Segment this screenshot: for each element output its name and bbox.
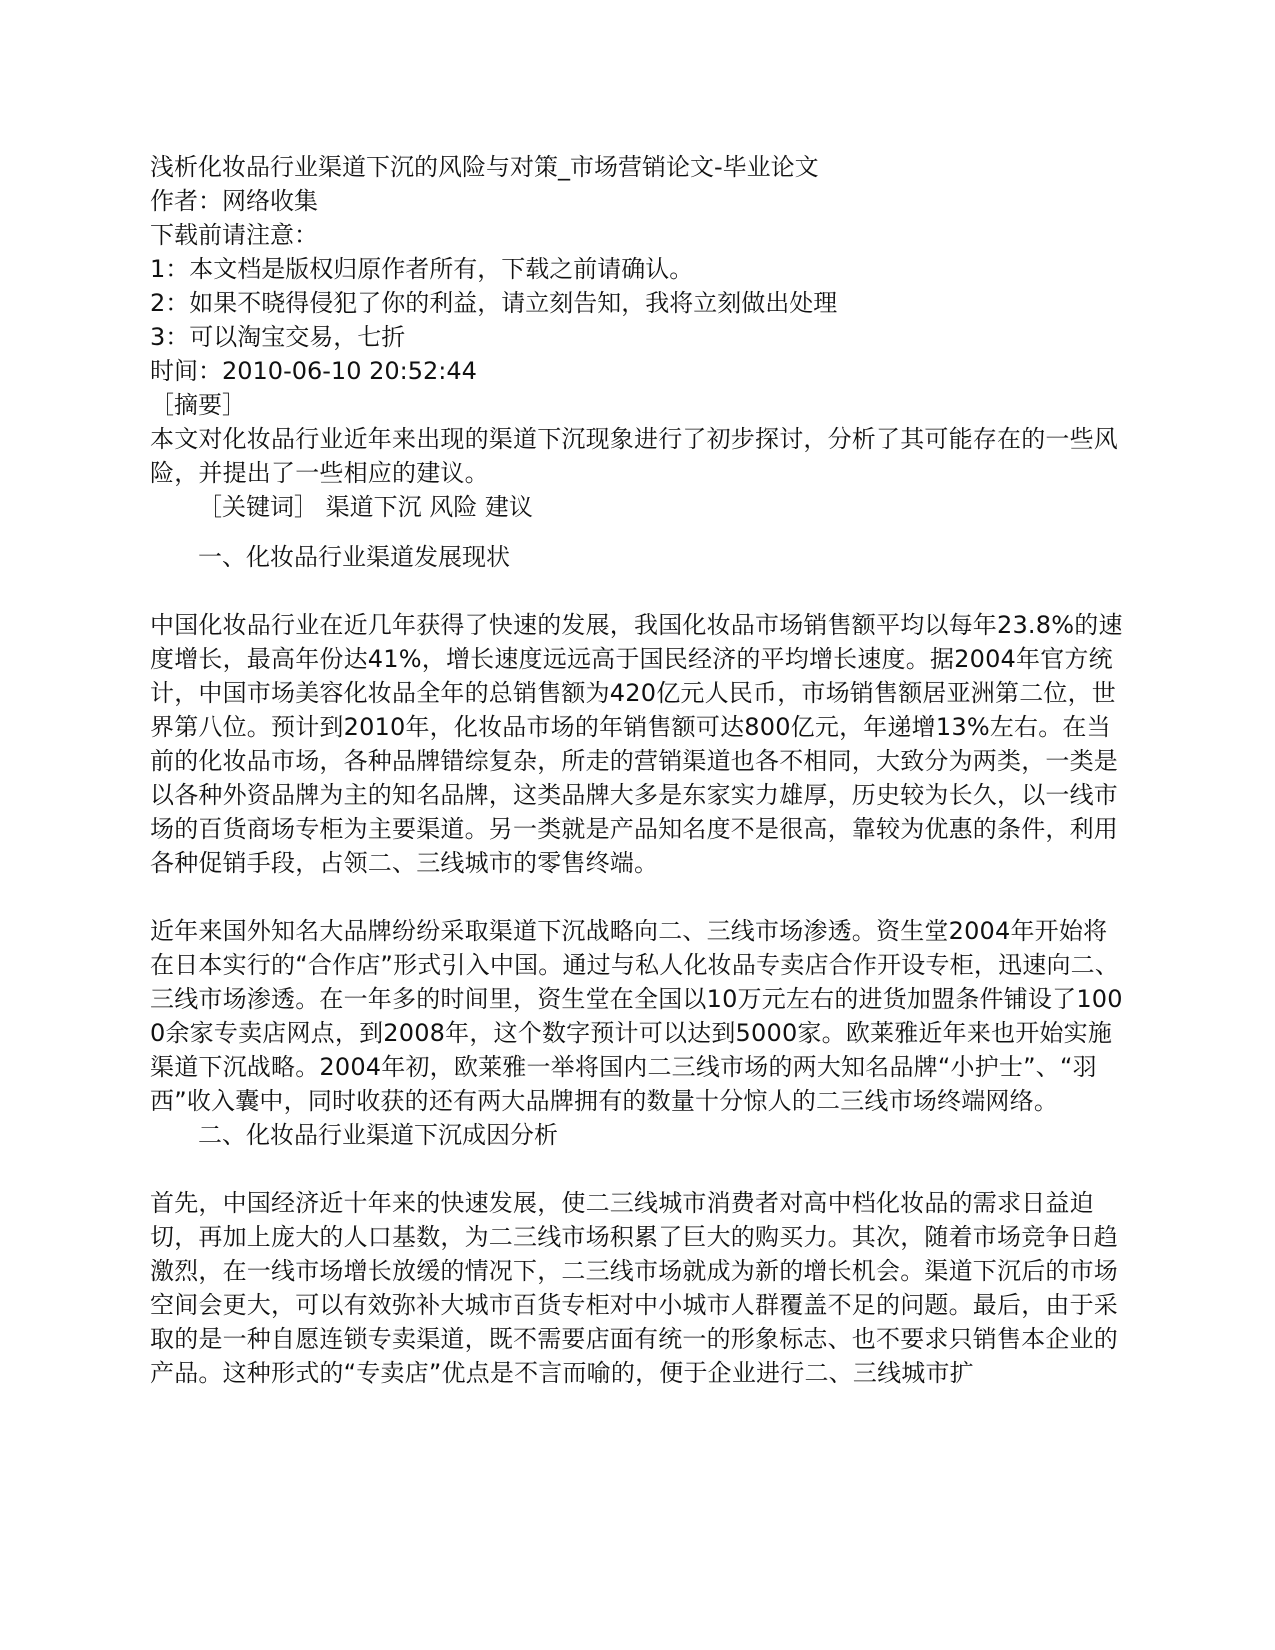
- section-2-paragraph-1: 首先，中国经济近十年来的快速发展，使二三线城市消费者对高中档化妆品的需求日益迫切，再加上庞大的人口基数，为二三线市场积累了巨大的购买力。其次，随着市场竞争日趋激烈，在一线市场增长放缓的情况下，二三线市场就成为新的增长机会。渠道下沉后的市场空间会更大，可以有效弥补大城市百货专柜对中小城市人群覆盖不足的问题。最后，由于采取的是一种自愿连锁专卖渠道，既不需要店面有统一的形象标志、也不要求只销售本企业的产品。这种形式的“专卖店”优点是不言而喻的，便于企业进行二、三线城市扩: [150, 1189, 1118, 1387]
- keywords: ［关键词］ 渠道下沉 风险 建议: [198, 493, 533, 521]
- section-1-paragraph-1: 中国化妆品行业在近几年获得了快速的发展，我国化妆品市场销售额平均以每年23.8%的速度增长，最高年份达41%，增长速度远远高于国民经济的平均增长速度。据2004年官方统计，中国市场美容化妆品全年的总销售额为420亿元人民币，市场销售额居亚洲第二位，世界第八位。预计到2010年，化妆品市场的年销售额可达800亿元，年递增13%左右。在当前的化妆品市场，各种品牌错综复杂，所走的营销渠道也各不相同，大致分为两类，一类是以各种外资品牌为主的知名品牌，这类品牌大多是东家实力雄厚，历史较为长久，以一线市场的百货商场专柜为主要渠道。另一类就是产品知名度不是很高，靠较为优惠的条件，利用各种促销手段，占领二、三线城市的零售终端。: [150, 611, 1123, 877]
- section-heading-2: 二、化妆品行业渠道下沉成因分析: [198, 1121, 558, 1149]
- notice-item: 1：本文档是版权归原作者所有，下载之前请确认。: [150, 255, 694, 283]
- notice-item: 3：可以淘宝交易，七折: [150, 323, 406, 351]
- abstract-label: ［摘要］: [150, 391, 246, 419]
- abstract-text: 本文对化妆品行业近年来出现的渠道下沉现象进行了初步探讨，分析了其可能存在的一些风险，并提出了一些相应的建议。: [150, 425, 1118, 487]
- section-1-paragraph-2: 近年来国外知名大品牌纷纷采取渠道下沉战略向二、三线市场渗透。资生堂2004年开始将在日本实行的“合作店”形式引入中国。通过与私人化妆品专卖店合作开设专柜，迅速向二、三线市场渗透。在一年多的时间里，资生堂在全国以10万元左右的进货加盟条件铺设了1000余家专卖店网点，到2008年，这个数字预计可以达到5000家。欧莱雅近年来也开始实施渠道下沉战略。2004年初，欧莱雅一举将国内二三线市场的两大知名品牌“小护士”、“羽西”收入囊中，同时收获的还有两大品牌拥有的数量十分惊人的二三线市场终端网络。: [150, 917, 1123, 1115]
- section-heading-1: 一、化妆品行业渠道发展现状: [198, 543, 510, 571]
- notice-heading: 下载前请注意：: [150, 221, 318, 249]
- document-time: 时间：2010-06-10 20:52:44: [150, 357, 477, 385]
- document-author: 作者：网络收集: [150, 187, 318, 215]
- notice-item: 2：如果不晓得侵犯了你的利益，请立刻告知，我将立刻做出处理: [150, 289, 838, 317]
- document-page: [150, 150, 1130, 1390]
- document-title: 浅析化妆品行业渠道下沉的风险与对策_市场营销论文-毕业论文: [150, 153, 819, 181]
